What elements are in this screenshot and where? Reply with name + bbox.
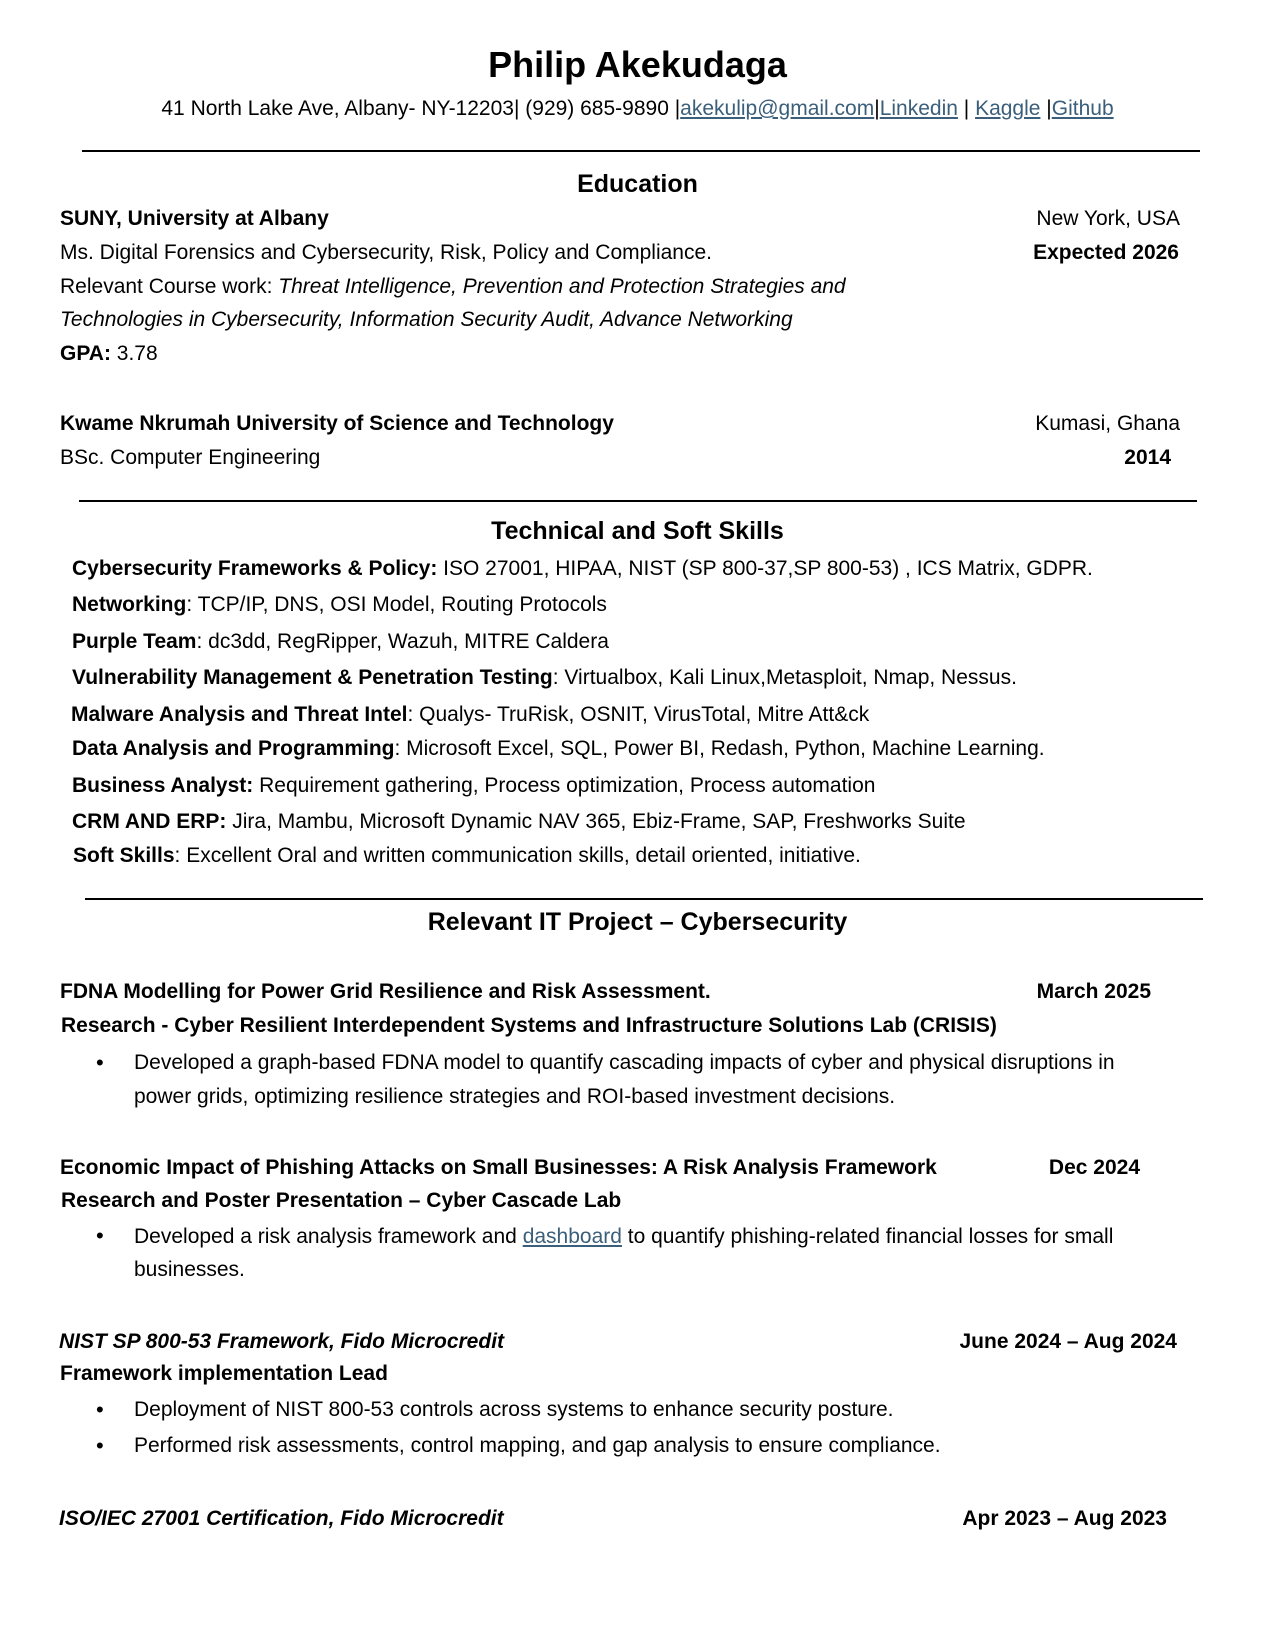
degree-date: Expected 2026 (1033, 241, 1179, 264)
school-location: Kumasi, Ghana (1035, 412, 1180, 435)
skill-line: Purple Team: dc3dd, RegRipper, Wazuh, MITRE Caldera (72, 630, 609, 653)
phone: (929) 685-9890 (525, 97, 669, 120)
github-link[interactable]: Github (1051, 97, 1114, 120)
project-date: Dec 2024 (1048, 1156, 1140, 1179)
contact-line: 41 North Lake Ave, Albany- NY-12203| (929) 685-9890 |akekulip@gmail.com|Linkedin | Kaggle |Github (161, 97, 1114, 120)
project-bullet: Developed a risk analysis framework and dashboard to quantify phishing-related financial losses for small (134, 1225, 1114, 1248)
degree-date: 2014 (1124, 446, 1171, 469)
divider (82, 150, 1200, 152)
skill-line: Networking: TCP/IP, DNS, OSI Model, Routing Protocols (72, 593, 607, 616)
divider (85, 898, 1203, 900)
school-name: SUNY, University at Albany (60, 207, 329, 230)
projects-heading: Relevant IT Project – Cybersecurity (427, 908, 848, 936)
bullet-icon: • (96, 1397, 104, 1422)
project-title: NIST SP 800-53 Framework, Fido Microcredit (59, 1330, 505, 1353)
project-bullet: Deployment of NIST 800-53 controls across systems to enhance security posture. (134, 1398, 894, 1421)
coursework-continued: Technologies in Cybersecurity, Information Security Audit, Advance Networking (60, 308, 793, 331)
skill-line: Business Analyst: Requirement gathering, Process optimization, Process automation (72, 774, 876, 797)
gpa: GPA: 3.78 (60, 342, 158, 365)
bullet-icon: • (96, 1433, 104, 1458)
project-date: June 2024 – Aug 2024 (959, 1330, 1177, 1353)
skill-line: Vulnerability Management & Penetration Testing: Virtualbox, Kali Linux,Metasploit, Nmap, Nessus. (72, 666, 1017, 689)
project-title: FDNA Modelling for Power Grid Resilience and Risk Assessment. (60, 980, 711, 1003)
school-location: New York, USA (1036, 207, 1180, 230)
project-bullet-continued: power grids, optimizing resilience strategies and ROI-based investment decisions. (134, 1085, 896, 1108)
divider (79, 500, 1197, 502)
school-name: Kwame Nkrumah University of Science and Technology (60, 412, 614, 435)
skill-line: CRM AND ERP: Jira, Mambu, Microsoft Dynamic NAV 365, Ebiz-Frame, SAP, Freshworks Suite (72, 810, 966, 833)
skills-heading: Technical and Soft Skills (491, 517, 784, 545)
project-date: March 2025 (1036, 980, 1151, 1003)
degree: Ms. Digital Forensics and Cybersecurity, Risk, Policy and Compliance. (60, 241, 713, 264)
skill-line: Malware Analysis and Threat Intel: Qualys- TruRisk, OSNIT, VirusTotal, Mitre Att&ck (71, 703, 870, 726)
candidate-name: Philip Akekudaga (488, 44, 787, 85)
bullet-icon: • (96, 1223, 104, 1248)
email-link[interactable]: akekulip@gmail.com (680, 97, 875, 120)
project-subtitle: Research and Poster Presentation – Cyber Cascade Lab (61, 1189, 622, 1212)
coursework: Relevant Course work: Threat Intelligence, Prevention and Protection Strategies and (60, 275, 846, 298)
bullet-icon: • (96, 1050, 104, 1075)
degree: BSc. Computer Engineering (60, 446, 321, 469)
skill-line: Cybersecurity Frameworks & Policy: ISO 27001, HIPAA, NIST (SP 800-37,SP 800-53) , ICS Matrix, GDPR. (72, 557, 1093, 580)
project-subtitle: Framework implementation Lead (60, 1362, 388, 1385)
project-title: ISO/IEC 27001 Certification, Fido Microcredit (59, 1507, 504, 1530)
dashboard-link[interactable]: dashboard (522, 1225, 622, 1248)
project-bullet-continued: businesses. (134, 1258, 245, 1281)
project-title: Economic Impact of Phishing Attacks on Small Businesses: A Risk Analysis Framework (60, 1156, 937, 1179)
kaggle-link[interactable]: Kaggle (975, 97, 1041, 120)
address: 41 North Lake Ave, Albany- NY-12203 (161, 97, 514, 120)
project-bullet: Developed a graph-based FDNA model to quantify cascading impacts of cyber and physical disruptions in (134, 1051, 1115, 1074)
project-subtitle: Research - Cyber Resilient Interdependent Systems and Infrastructure Solutions Lab (CRISIS) (61, 1014, 997, 1037)
skill-line: Data Analysis and Programming: Microsoft Excel, SQL, Power BI, Redash, Python, Machine Learning. (72, 737, 1045, 760)
education-heading: Education (577, 170, 698, 198)
project-date: Apr 2023 – Aug 2023 (962, 1507, 1167, 1530)
skill-line: Soft Skills: Excellent Oral and written communication skills, detail oriented, initiative. (73, 844, 861, 867)
project-bullet: Performed risk assessments, control mapping, and gap analysis to ensure compliance. (134, 1434, 941, 1457)
linkedin-link[interactable]: Linkedin (879, 97, 958, 120)
